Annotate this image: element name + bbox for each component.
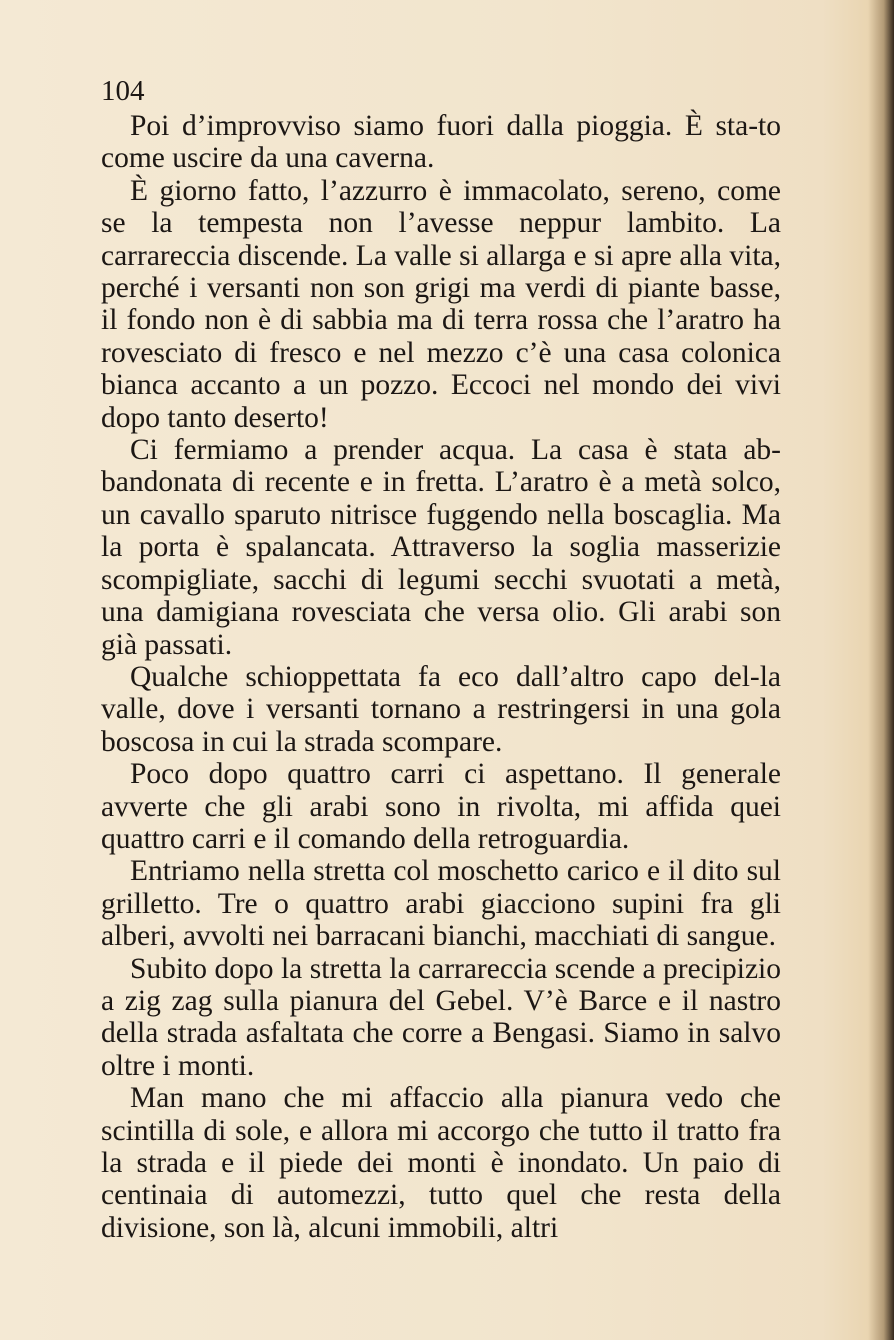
paragraph: Ci fermiamo a prender acqua. La casa è stata ab-bandonata di recente e in fretta. L’aratro è a metà solco, un cavallo sparuto nitrisce fuggendo nella boscaglia. Ma la porta è spalancata. Attraverso la soglia masserizie scompigliate, sacchi di legumi secchi svuotati a metà, una damigiana rovesciata che versa olio. Gli arabi son già passati.	[101, 434, 781, 661]
paragraph: È giorno fatto, l’azzurro è immacolato, sereno, come se la tempesta non l’avesse neppur lambito. La carrareccia discende. La valle si allarga e si apre alla vita, perché i versanti non son grigi ma verdi di piante basse, il fondo non è di sabbia ma di terra rossa che l’aratro ha rovesciato di fresco e nel mezzo c’è una casa colonica bianca accanto a un pozzo. Eccoci nel mondo dei vivi dopo tanto deserto!	[101, 174, 781, 434]
page-edge-shadow	[868, 0, 894, 1340]
paragraph: Man mano che mi affaccio alla pianura vedo che scintilla di sole, e allora mi accorgo che tutto il tratto fra la strada e il piede dei monti è inondato. Un paio di centinaia di automezzi, tutto quel che resta della divisione, son là, alcuni immobili, altri	[101, 1082, 781, 1244]
paragraph: Entriamo nella stretta col moschetto carico e il dito sul grilletto. Tre o quattro arabi giacciono supini fra gli alberi, avvolti nei barracani bianchi, macchiati di sangue.	[101, 855, 781, 953]
paragraph: Poi d’improvviso siamo fuori dalla pioggia. È sta-to come uscire da una caverna.	[101, 110, 781, 175]
body-text	[101, 110, 781, 1244]
page-number: 104	[101, 75, 145, 107]
paragraph: Qualche schioppettata fa eco dall’altro capo del-la valle, dove i versanti tornano a restringersi in una gola boscosa in cui la strada scompare.	[101, 660, 781, 758]
paragraph: Poco dopo quattro carri ci aspettano. Il generale avverte che gli arabi sono in rivolta, mi affida quei quattro carri e il comando della retroguardia.	[101, 758, 781, 855]
paragraph: Subito dopo la stretta la carrareccia scende a precipizio a zig zag sulla pianura del Gebel. V’è Barce e il nastro della strada asfaltata che corre a Bengasi. Siamo in salvo oltre i monti.	[101, 952, 781, 1082]
